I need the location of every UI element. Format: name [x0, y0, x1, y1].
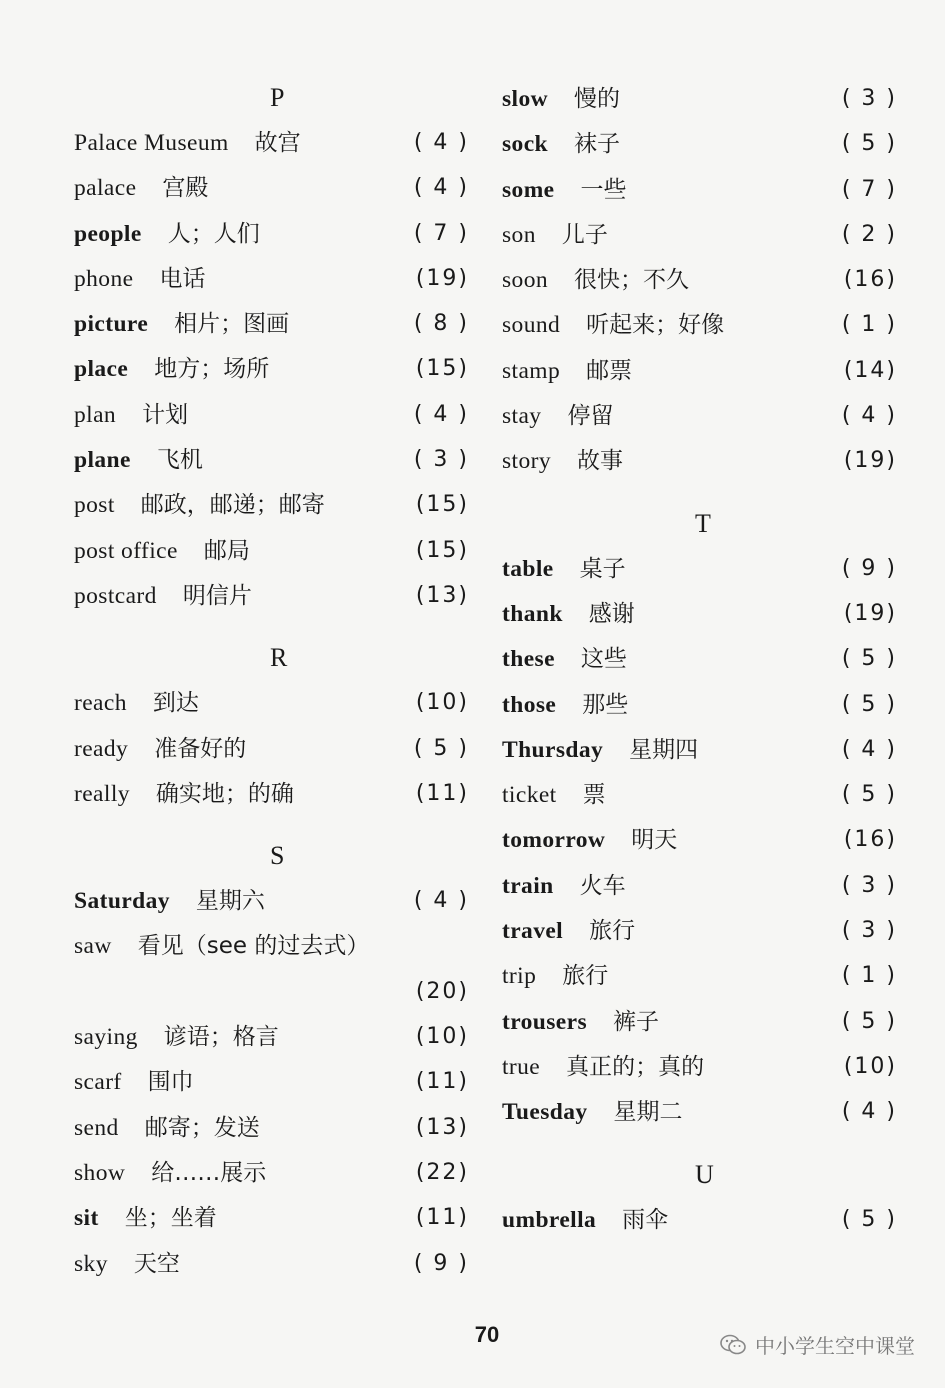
vocab-unit: ( 4 ) [841, 736, 897, 762]
vocab-word: Palace Museum [74, 130, 229, 156]
vocab-unit: ( 5 ) [413, 735, 469, 761]
vocab-word: these [502, 646, 555, 673]
vocab-meaning: 袜子 [574, 131, 620, 158]
vocab-unit: (16) [843, 827, 897, 853]
vocab-word: postcard [74, 582, 157, 609]
vocab-entry [74, 680, 469, 725]
vocab-word: phone [74, 265, 134, 292]
vocab-unit: ( 5 ) [841, 131, 897, 157]
vocab-unit: (15) [415, 356, 469, 382]
vocab-entry [74, 1059, 469, 1104]
section-letter: U [695, 1159, 714, 1189]
vocab-meaning: 很快；不久 [574, 267, 689, 294]
vocab-unit: ( 3 ) [413, 447, 469, 473]
vocab-meaning: 天空 [133, 1250, 180, 1277]
vocab-word: scarf [74, 1069, 122, 1096]
vocab-word: those [502, 691, 557, 718]
vocab-entry [74, 1195, 469, 1240]
vocab-entry [74, 165, 469, 210]
vocab-entry [502, 257, 897, 302]
vocab-entry [502, 438, 897, 483]
vocab-entry [502, 772, 897, 817]
vocab-meaning: 故宫 [254, 130, 301, 156]
watermark-text: 中小学生空中课堂 [755, 1334, 915, 1358]
vocab-word: really [74, 780, 130, 807]
vocab-word: Tuesday [502, 1099, 588, 1126]
vocab-word: Saturday [74, 888, 170, 915]
vocab-word: saying [74, 1024, 138, 1051]
vocab-unit: ( 9 ) [841, 555, 897, 581]
vocab-unit: ( 5 ) [841, 1008, 897, 1034]
vocab-unit: (10) [415, 690, 469, 716]
vocab-word: son [502, 221, 536, 248]
vocab-entry [74, 1241, 469, 1286]
vocab-unit: ( 3 ) [841, 918, 897, 944]
vocab-entry [502, 953, 897, 998]
vocab-word: plan [74, 401, 117, 428]
vocab-entry [74, 923, 469, 1014]
vocab-word: table [502, 555, 554, 582]
vocab-meaning: 那些 [582, 691, 629, 718]
vocab-entry [74, 482, 469, 527]
vocab-meaning: 星期二 [613, 1099, 683, 1126]
left-column [74, 76, 469, 1286]
watermark [719, 1330, 915, 1359]
vocab-word: ready [74, 735, 129, 762]
vocab-unit: (11) [415, 1069, 469, 1095]
vocab-unit: ( 3 ) [841, 86, 897, 111]
section-letter: R [270, 643, 288, 673]
vocab-unit: ( 4 ) [413, 401, 469, 427]
vocab-word: sit [74, 1205, 99, 1232]
vocab-unit: ( 1 ) [841, 963, 897, 989]
vocab-unit: (19) [843, 600, 897, 626]
vocab-word: sky [74, 1250, 108, 1277]
vocab-meaning: 围巾 [147, 1069, 194, 1096]
vocab-word: place [74, 356, 129, 383]
vocab-entry [74, 392, 469, 437]
vocab-unit: ( 8 ) [413, 311, 469, 337]
vocab-unit: (13) [415, 582, 469, 608]
vocab-word: stay [502, 403, 542, 430]
vocab-entry [502, 76, 897, 121]
vocab-meaning: 旅行 [589, 918, 636, 945]
vocab-entry [74, 573, 469, 618]
vocab-meaning: 给……展示 [151, 1159, 267, 1186]
vocab-word: post office [74, 537, 178, 564]
vocab-unit: (15) [415, 492, 469, 518]
vocab-unit: ( 3 ) [841, 872, 897, 898]
vocab-unit: (22) [415, 1159, 469, 1185]
vocab-meaning: 到达 [152, 690, 199, 717]
vocab-meaning: 谚语；格言 [163, 1024, 279, 1051]
vocab-unit: (15) [415, 537, 469, 563]
vocab-meaning: 雨伞 [622, 1206, 669, 1233]
vocab-unit: ( 4 ) [841, 1099, 897, 1125]
vocab-meaning: 地方；场所 [154, 356, 270, 383]
vocab-word: thank [502, 600, 563, 627]
vocab-entry [502, 302, 897, 347]
vocab-word: people [74, 220, 142, 247]
vocab-entry [502, 727, 897, 772]
vocab-meaning: 儿子 [561, 221, 608, 248]
section-letter: S [270, 841, 285, 871]
vocab-unit: (10) [843, 1053, 897, 1079]
vocab-meaning: 飞机 [156, 447, 203, 474]
page-number: 70 [474, 1322, 500, 1347]
vocab-word: Thursday [502, 736, 604, 763]
vocab-unit: (10) [415, 1024, 469, 1050]
vocab-entry [74, 301, 469, 346]
vocab-entry [502, 121, 897, 166]
vocab-word: sock [502, 131, 548, 158]
vocab-meaning: 故事 [577, 448, 623, 475]
vocab-unit: ( 5 ) [841, 1206, 897, 1232]
vocab-unit: ( 5 ) [841, 782, 897, 808]
vocab-meaning: 星期四 [629, 736, 699, 763]
vocab-entry [502, 999, 897, 1044]
vocab-entry [502, 682, 897, 727]
vocab-entry [74, 211, 469, 256]
vocab-entry [74, 437, 469, 482]
vocab-meaning: 邮寄；发送 [144, 1114, 260, 1141]
vocab-meaning: 看见（see 的过去式） [137, 933, 370, 960]
vocab-meaning: 准备好的 [154, 735, 247, 762]
section-letter: P [270, 83, 285, 112]
vocab-word: show [74, 1159, 126, 1186]
vocab-meaning: 火车 [579, 872, 626, 899]
vocab-entry [502, 1197, 897, 1242]
vocab-word: travel [502, 918, 564, 945]
vocab-meaning: 计划 [142, 401, 189, 428]
vocab-unit: ( 7 ) [413, 220, 469, 246]
vocab-meaning: 一些 [580, 176, 627, 203]
vocab-unit: ( 4 ) [413, 130, 469, 155]
vocab-word: story [502, 448, 551, 475]
vocab-meaning: 邮局 [203, 537, 250, 564]
vocab-unit: ( 9 ) [413, 1250, 469, 1276]
vocab-unit: ( 5 ) [841, 691, 897, 717]
vocab-entry [74, 878, 469, 923]
vocab-unit: (19) [415, 265, 469, 291]
vocab-meaning: 人；人们 [167, 220, 260, 247]
vocab-word: true [502, 1053, 541, 1080]
vocab-word: soon [502, 267, 548, 294]
vocab-entry [502, 212, 897, 257]
vocab-entry [74, 1014, 469, 1059]
vocab-meaning: 宫殿 [162, 175, 209, 202]
vocab-word: picture [74, 311, 149, 338]
vocab-unit: ( 4 ) [413, 888, 469, 914]
vocab-entry [74, 1150, 469, 1195]
vocab-word: reach [74, 690, 127, 717]
vocab-word: sound [502, 312, 561, 339]
vocab-entry [74, 120, 469, 165]
vocab-word: plane [74, 447, 131, 474]
vocab-unit: (14) [843, 357, 897, 383]
vocab-word: saw [74, 933, 112, 960]
right-column [502, 76, 897, 1242]
vocab-unit: (16) [843, 267, 897, 293]
vocab-unit: ( 5 ) [841, 646, 897, 672]
vocab-meaning: 星期六 [195, 888, 265, 915]
vocab-unit: ( 7 ) [841, 176, 897, 202]
vocab-meaning: 邮政，邮递；邮寄 [140, 492, 325, 519]
vocab-meaning: 停留 [567, 403, 614, 430]
vocab-entry [502, 1044, 897, 1089]
vocab-unit: ( 1 ) [841, 312, 897, 338]
vocab-word: ticket [502, 782, 557, 809]
vocab-word: post [74, 492, 115, 519]
vocab-meaning: 听起来；好像 [586, 312, 725, 339]
vocab-word: umbrella [502, 1206, 597, 1233]
vocab-entry [502, 1089, 897, 1134]
vocab-meaning: 确实地；的确 [155, 780, 294, 807]
vocab-unit: ( 2 ) [841, 221, 897, 247]
vocab-word: trip [502, 963, 537, 990]
vocab-entry [74, 771, 469, 816]
vocab-meaning: 邮票 [586, 357, 633, 384]
vocab-meaning: 慢的 [574, 86, 620, 112]
vocab-word: trousers [502, 1008, 588, 1035]
vocab-meaning: 明信片 [182, 582, 252, 609]
vocab-entry [502, 908, 897, 953]
vocab-meaning: 真正的；真的 [566, 1053, 705, 1080]
vocab-entry [74, 256, 469, 301]
vocab-entry [502, 348, 897, 393]
vocab-meaning: 旅行 [562, 963, 609, 990]
vocab-entry [502, 393, 897, 438]
vocab-meaning: 裤子 [613, 1008, 660, 1035]
vocab-entry [74, 726, 469, 771]
vocab-word: tomorrow [502, 827, 606, 854]
vocab-entry [502, 863, 897, 908]
vocab-entry [74, 1105, 469, 1150]
vocab-meaning: 票 [582, 782, 606, 809]
vocab-meaning: 坐；坐着 [124, 1205, 217, 1232]
vocab-unit: ( 4 ) [841, 403, 897, 429]
vocab-word: train [502, 872, 554, 899]
vocab-unit: (11) [415, 780, 469, 806]
vocab-entry [502, 636, 897, 681]
vocab-meaning: 电话 [159, 265, 206, 292]
vocab-entry [502, 167, 897, 212]
section-letter: T [695, 508, 711, 538]
vocab-word: send [74, 1114, 119, 1141]
vocab-entry [74, 528, 469, 573]
wechat-icon [719, 1333, 747, 1357]
vocab-meaning: 相片；图画 [174, 311, 290, 338]
vocab-entry [74, 346, 469, 391]
vocab-meaning: 这些 [580, 646, 627, 673]
vocab-word: some [502, 176, 555, 203]
vocab-meaning: 桌子 [579, 555, 626, 582]
vocab-entry [502, 546, 897, 591]
vocab-unit: (19) [843, 448, 897, 474]
vocab-unit: (20) [415, 978, 469, 1004]
vocab-unit: ( 4 ) [413, 175, 469, 201]
vocab-entry [502, 817, 897, 862]
vocab-word: slow [502, 86, 548, 112]
vocab-word: stamp [502, 357, 561, 384]
vocab-meaning: 明天 [631, 827, 678, 854]
vocab-entry [502, 591, 897, 636]
vocab-unit: (11) [415, 1205, 469, 1231]
vocab-word: palace [74, 175, 137, 202]
vocab-meaning: 感谢 [588, 600, 635, 627]
vocab-unit: (13) [415, 1114, 469, 1140]
